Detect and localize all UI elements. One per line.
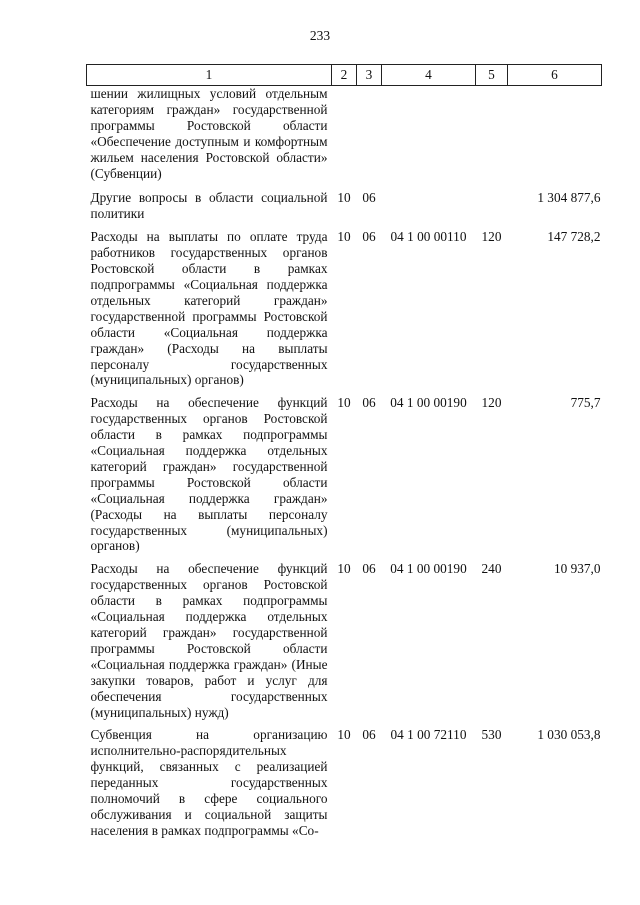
header-col-5: 5 — [476, 65, 508, 86]
row-subsection: 06 — [362, 190, 376, 206]
row-name: Расходы на обеспечение функций государственных органов Ростовской области в рамках подпрограммы «Социальная поддержка отдельных категорий граждан» государственной программы Ростовской области «Социальная поддержка граждан» (Иные закупки товаров, работ и услуг для обеспечения государственных (муниципальных) нужд) — [90, 561, 328, 720]
row-name: шении жилищных условий отдельным категориям граждан» государственной программы Ростовской области «Обеспечение доступным и комфортным жильем населения Ростовской области» (Субвенции) — [90, 86, 328, 181]
row-amount: 147 728,2 — [547, 229, 601, 245]
row-subsection: 06 — [362, 727, 376, 743]
page-number: 233 — [309, 28, 331, 43]
header-col-6: 6 — [508, 65, 602, 86]
row-target-item — [382, 86, 476, 187]
row-section: 10 — [337, 561, 351, 577]
row-section: 10 — [337, 395, 351, 411]
table-header-row — [87, 65, 602, 86]
row-subsection: 06 — [362, 395, 376, 411]
row-amount: 10 937,0 — [553, 561, 601, 577]
header-col-4: 4 — [382, 65, 476, 86]
row-amount: 775,7 — [570, 395, 601, 411]
row-expense-type: 240 — [481, 561, 502, 577]
row-target-item: 04 1 00 00110 — [390, 229, 467, 245]
table-row — [87, 723, 602, 841]
table-row — [87, 557, 602, 723]
row-amount — [508, 86, 602, 187]
row-target-item — [382, 186, 476, 225]
row-name: Субвенция на организацию исполнительно-распорядительных функций, связанных с реализацией переданных государственных полномочий в сфере социального обслуживания и социальной защиты населения в рамках подпрограммы «Со- — [90, 727, 328, 838]
row-subsection: 06 — [362, 561, 376, 577]
row-name: Другие вопросы в области социальной политики — [90, 190, 328, 222]
header-col-1: 1 — [87, 65, 332, 86]
row-name: Расходы на выплаты по оплате труда работников государственных органов Ростовской области в рамках подпрограммы «Социальная поддержка отдельных категорий граждан» государственной программы Ростовской области «Социальная поддержка граждан» (Расходы на выплаты персоналу государственных (муниципальных) органов) — [90, 229, 328, 388]
row-section: 10 — [337, 727, 351, 743]
row-expense-type: 120 — [481, 395, 502, 411]
row-expense-type — [476, 86, 508, 187]
table-row — [87, 186, 602, 225]
header-col-2: 2 — [332, 65, 357, 86]
row-subsection — [357, 86, 382, 187]
row-section — [332, 86, 357, 187]
row-expense-type — [476, 186, 508, 225]
row-expense-type: 120 — [481, 229, 502, 245]
row-target-item: 04 1 00 00190 — [390, 395, 467, 411]
row-section: 10 — [337, 190, 351, 206]
row-section: 10 — [337, 229, 351, 245]
header-col-3: 3 — [357, 65, 382, 86]
row-target-item: 04 1 00 72110 — [390, 727, 467, 743]
table-row — [87, 391, 602, 557]
row-amount: 1 304 877,6 — [537, 190, 601, 206]
row-amount: 1 030 053,8 — [537, 727, 601, 743]
row-target-item: 04 1 00 00190 — [390, 561, 467, 577]
row-name: Расходы на обеспечение функций государственных органов Ростовской области в рамках подпрограммы «Социальная поддержка отдельных категорий граждан» государственной программы Ростовской области «Социальная поддержка граждан» (Расходы на выплаты персоналу государственных (муниципальных) органов) — [90, 395, 328, 554]
row-subsection: 06 — [362, 229, 376, 245]
table-row — [87, 86, 602, 187]
budget-table — [86, 64, 602, 842]
row-expense-type: 530 — [481, 727, 502, 743]
table-row — [87, 225, 602, 391]
